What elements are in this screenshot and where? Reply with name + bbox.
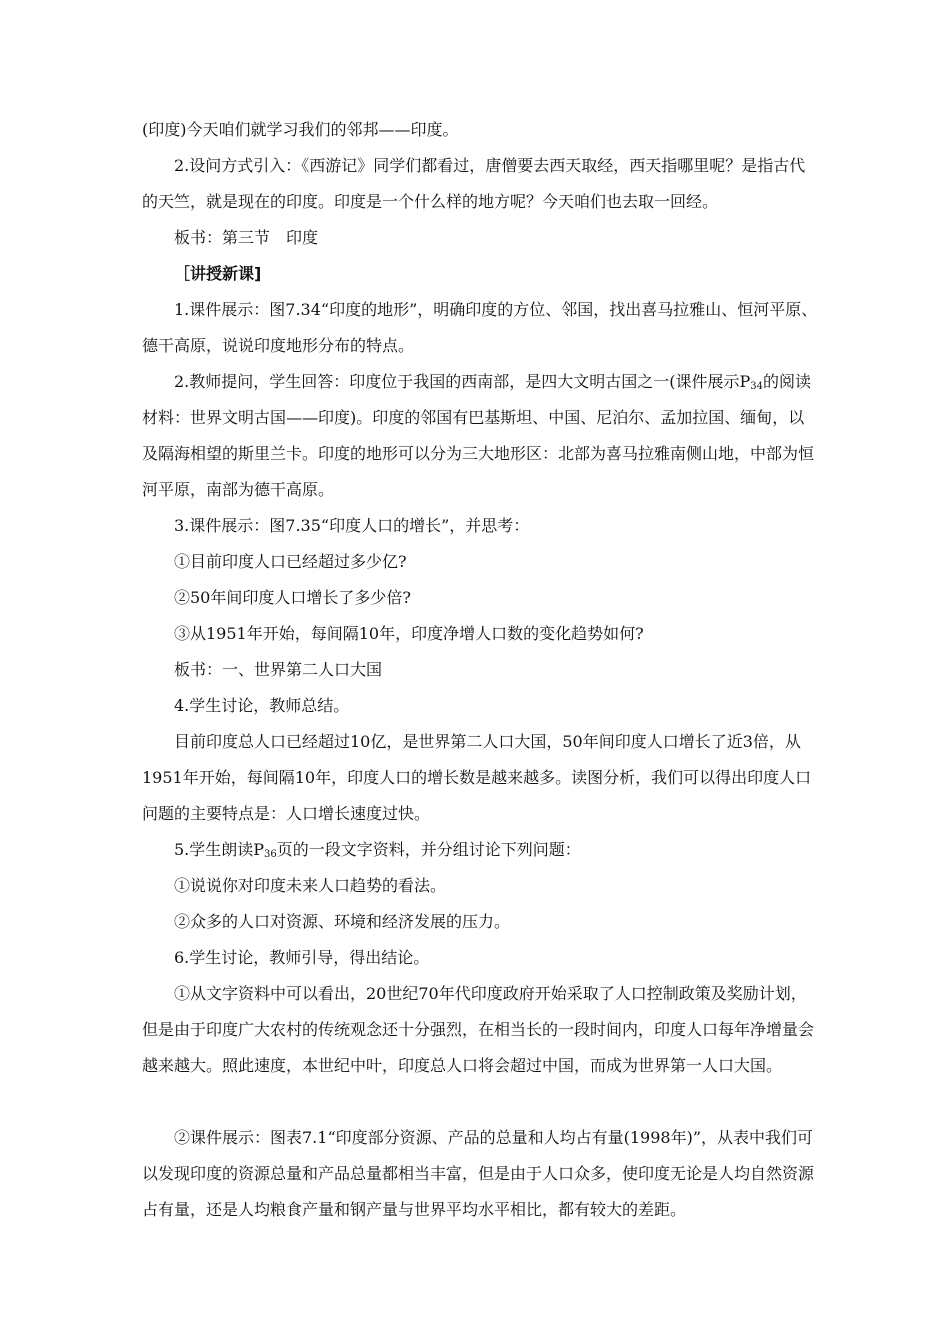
paragraph-step-2 — [142, 364, 818, 508]
paragraph-step-5 — [142, 832, 818, 868]
paragraph-question-intro: 2.设问方式引入：《西游记》同学们都看过，唐僧要去西天取经，西天指哪里呢？是指古代的天竺，就是现在的印度。印度是一个什么样的地方呢？今天咱们也去取一回经。 — [142, 156, 806, 211]
page-ref-34: 34 — [750, 381, 764, 392]
question-2: ②50年间印度人口增长了多少倍? — [174, 588, 411, 607]
step-2-text-a: 2.教师提问，学生回答：印度位于我国的西南部，是四大文明古国之一(课件展示P — [174, 372, 751, 391]
page-ref-36: 36 — [264, 849, 277, 860]
paragraph-summary: 目前印度总人口已经超过10亿，是世界第二人口大国，50年间印度人口增长了近3倍，从1951年开始，每间隔10年，印度人口的增长数是越来越多。读图分析，我们可以得出印度人口问题的主要特点是：人口增长速度过快。 — [142, 732, 812, 823]
question-1: ①目前印度人口已经超过多少亿? — [174, 552, 407, 571]
paragraph-step-6: 6.学生讨论，教师引导，得出结论。 — [174, 948, 430, 967]
conclusion-1: ①从文字资料中可以看出，20世纪70年代印度政府开始采取了人口控制政策及奖励计划，但是由于印度广大农村的传统观念还十分强烈，在相当长的一段时间内，印度人口每年净增量会越来越大。照此速度，本世纪中叶，印度总人口将会超过中国，而成为世界第一人口大国。 — [142, 984, 815, 1075]
board-note-section: 板书：第三节 印度 — [174, 228, 319, 247]
discussion-question-1: ①说说你对印度未来人口趋势的看法。 — [174, 876, 447, 895]
paragraph-step-1: 1.课件展示：图7.34“印度的地形”，明确印度的方位、邻国，找出喜马拉雅山、恒河平原、德干高原，说说印度地形分布的特点。 — [142, 300, 818, 355]
question-3: ③从1951年开始，每间隔10年，印度净增人口数的变化趋势如何? — [174, 624, 644, 643]
step-5-text-b: 页的一段文字资料，并分组讨论下列问题： — [276, 840, 581, 859]
conclusion-2: ②课件展示：图表7.1“印度部分资源、产品的总量和人均占有量(1998年)”，从表中我们可以发现印度的资源总量和产品总量都相当丰富，但是由于人口众多，使印度无论是人均自然资源占有量，还是人均粮食产量和钢产量与世界平均水平相比，都有较大的差距。 — [142, 1128, 815, 1219]
paragraph-intro-end: (印度)今天咱们就学习我们的邻邦——印度。 — [142, 120, 459, 139]
paragraph-step-3: 3.课件展示：图7.35“印度人口的增长”，并思考： — [174, 516, 530, 535]
discussion-question-2: ②众多的人口对资源、环境和经济发展的压力。 — [174, 912, 511, 931]
section-heading-new-lesson: ［讲授新课] — [174, 264, 262, 283]
board-note-first-point: 板书：一、世界第二人口大国 — [174, 660, 383, 679]
step-2-text-b: 的阅读材料：世界文明古国——印度)。印度的邻国有巴基斯坦、中国、尼泊尔、孟加拉国、缅甸，以及隔海相望的斯里兰卡。印度的地形可以分为三大地形区：北部为喜马拉雅南侧山地，中部为恒河平原，南部为德干高原。 — [142, 372, 815, 499]
step-5-text-a: 5.学生朗读P — [174, 840, 265, 859]
paragraph-step-4: 4.学生讨论，教师总结。 — [174, 696, 350, 715]
